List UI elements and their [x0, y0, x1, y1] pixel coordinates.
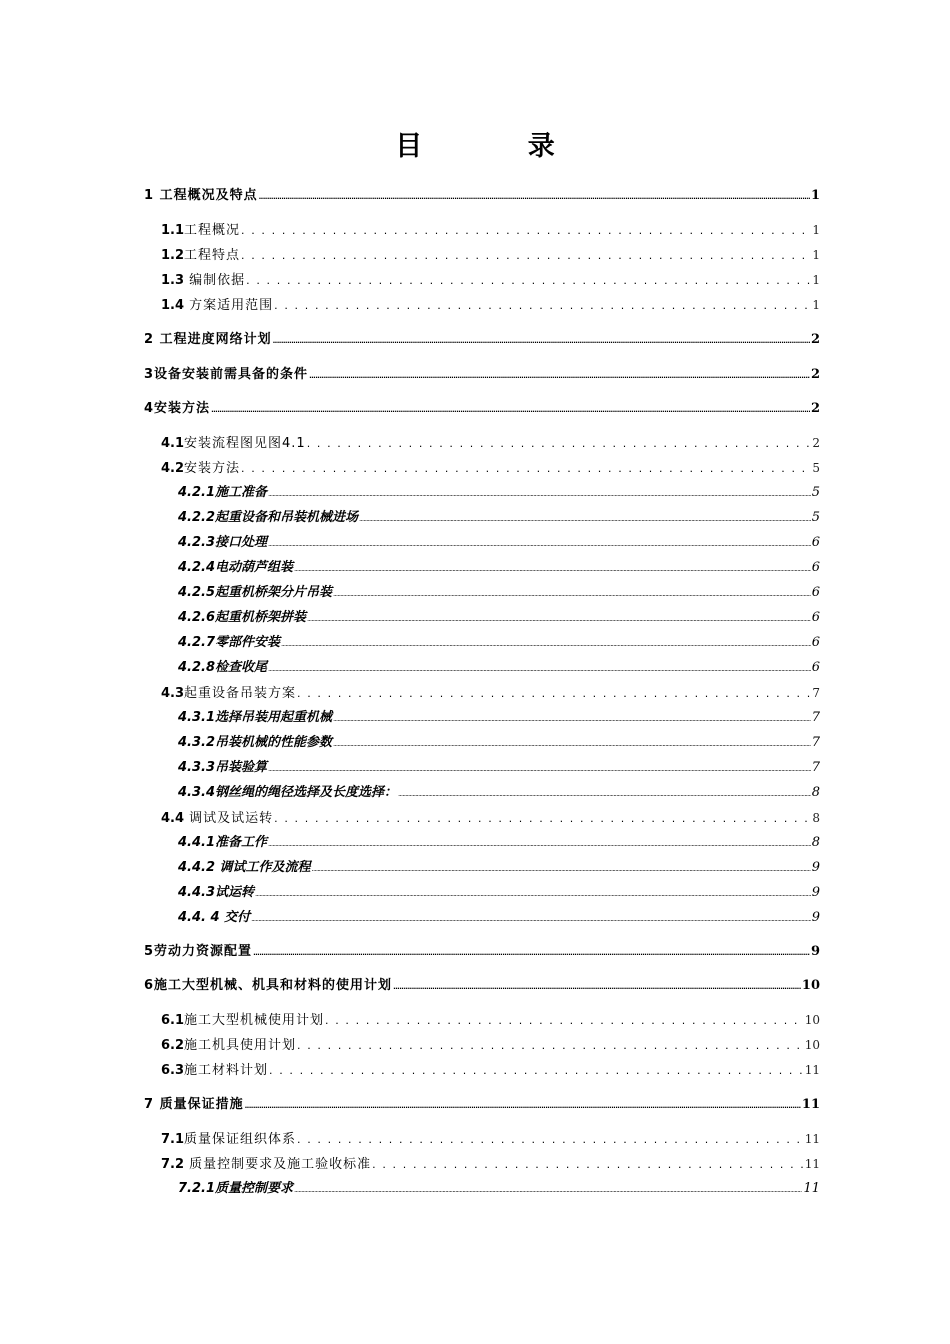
- toc-page-number: 1: [812, 223, 820, 237]
- toc-dot-leader: [268, 835, 811, 853]
- toc-page-number: 7: [811, 760, 820, 775]
- toc-page-number: 5: [811, 510, 820, 525]
- toc-entry-text: 安装方法: [154, 401, 211, 416]
- toc-entry-label: [161, 222, 240, 240]
- toc-entry-label: [161, 297, 273, 315]
- toc-dot-leader: [294, 1181, 802, 1199]
- toc-dot-leader: [268, 660, 811, 678]
- toc-page-number: 1: [810, 188, 820, 203]
- toc-page-number: 1: [812, 298, 820, 312]
- toc-dot-leader: [297, 1131, 804, 1149]
- toc-dot-leader: [333, 585, 811, 603]
- toc-page-number: 2: [810, 332, 820, 347]
- toc-dot-leader: [241, 460, 811, 478]
- toc-entry-label: [178, 659, 267, 677]
- toc-page-number: 9: [811, 885, 820, 900]
- toc-entry-level2[interactable]: [161, 1155, 820, 1173]
- toc-entry-level3[interactable]: [178, 534, 820, 552]
- toc-entry-number: 7.2: [161, 1157, 185, 1172]
- toc-entry-label: [144, 331, 272, 349]
- toc-entry-number: 2: [144, 332, 155, 347]
- toc-entry-text: 吊装验算: [215, 760, 268, 775]
- toc-entry-level3[interactable]: [178, 609, 820, 627]
- toc-page-number: 5: [812, 461, 820, 475]
- toc-page-number: 2: [810, 401, 820, 416]
- toc-entry-label: [178, 734, 332, 752]
- toc-entry-level1[interactable]: [144, 366, 820, 384]
- toc-entry-text: 质量保证措施: [154, 1097, 244, 1112]
- toc-page-number: 9: [811, 860, 820, 875]
- toc-entry-label: [144, 1096, 244, 1114]
- toc-entry-label: [178, 559, 293, 577]
- toc-entry-text: 施工机具使用计划: [184, 1038, 297, 1053]
- toc-entry-number: 4.3: [161, 686, 185, 701]
- toc-entry-label: [161, 685, 296, 703]
- toc-entry-text: 工程概况及特点: [154, 188, 258, 203]
- toc-entry-label: [144, 187, 258, 205]
- toc-dot-leader: [312, 860, 811, 878]
- toc-page-number: 1: [812, 273, 820, 287]
- toc-dot-leader: [273, 332, 810, 350]
- toc-entry-text: 工程概况: [184, 223, 241, 238]
- toc-entry-text: 劳动力资源配置: [154, 944, 253, 959]
- toc-page-number: 11: [803, 1181, 820, 1196]
- toc-entry-number: 4.2.1: [178, 485, 216, 500]
- toc-page-number: 8: [811, 785, 820, 800]
- toc-page-number: 9: [811, 910, 820, 925]
- toc-entry-level2[interactable]: [161, 809, 820, 827]
- toc-dot-leader: [297, 1037, 804, 1055]
- toc-entry-text: 接口处理: [215, 535, 268, 550]
- toc-entry-number: 4.2.8: [178, 660, 216, 675]
- toc-entry-label: [178, 859, 311, 877]
- toc-entry-number: 4.3.1: [178, 710, 216, 725]
- toc-dot-leader: [398, 785, 811, 803]
- toc-entry-label: [161, 247, 240, 265]
- toc-entry-number: 4.4.1: [178, 835, 216, 850]
- toc-entry-level2[interactable]: [161, 1036, 820, 1054]
- toc-entry-text: 质量控制要求: [215, 1181, 294, 1196]
- toc-dot-leader: [393, 978, 801, 996]
- toc-dot-leader: [372, 1156, 804, 1174]
- toc-dot-leader: [325, 1012, 804, 1030]
- toc-entry-level1[interactable]: [144, 400, 820, 418]
- toc-entry-label: [144, 943, 252, 961]
- toc-entry-level3[interactable]: [178, 509, 820, 527]
- toc-entry-level2[interactable]: [161, 1061, 820, 1079]
- toc-entry-level3[interactable]: [178, 909, 820, 927]
- toc-entry-label: [178, 759, 267, 777]
- toc-page-number: 10: [804, 1038, 820, 1052]
- toc-entry-level3[interactable]: [178, 734, 820, 752]
- toc-entry-text: 安装流程图见图4.1: [184, 436, 306, 451]
- toc-dot-leader: [307, 610, 811, 628]
- toc-dot-leader: [281, 635, 811, 653]
- toc-entry-number: 7: [144, 1097, 155, 1112]
- toc-dot-leader: [251, 910, 811, 928]
- toc-entry-number: 1.1: [161, 223, 185, 238]
- toc-entry-level3[interactable]: [178, 584, 820, 602]
- toc-entry-number: 4.2.6: [178, 610, 216, 625]
- toc-entry-number: 4.2.2: [178, 510, 216, 525]
- toc-entry-text: 设备安装前需具备的条件: [154, 367, 309, 382]
- toc-entry-level2[interactable]: [161, 246, 820, 264]
- toc-entry-label: [178, 634, 280, 652]
- toc-dot-leader: [294, 560, 811, 578]
- toc-entry-level3[interactable]: [178, 484, 820, 502]
- toc-entry-label: [161, 1131, 296, 1149]
- toc-entry-number: 4.4.2: [178, 860, 216, 875]
- toc-page-number: 6: [811, 660, 820, 675]
- toc-entry-text: 工程进度网络计划: [154, 332, 272, 347]
- toc-entry-level2[interactable]: [161, 684, 820, 702]
- toc-entry-label: [161, 272, 245, 290]
- toc-entry-text: 工程特点: [184, 248, 241, 263]
- toc-dot-leader: [253, 944, 810, 962]
- toc-page-number: 7: [811, 710, 820, 725]
- toc-entry-level2[interactable]: [161, 296, 820, 314]
- toc-page-number: 6: [811, 560, 820, 575]
- toc-entry-label: [178, 709, 332, 727]
- toc-entry-level1[interactable]: [144, 187, 820, 205]
- toc-entry-label: [161, 1037, 296, 1055]
- toc-entry-number: 4.2.5: [178, 585, 216, 600]
- toc-entry-label: [144, 366, 308, 384]
- toc-entry-text: 方案适用范围: [184, 298, 274, 313]
- toc-entry-label: [161, 810, 273, 828]
- toc-page-number: 9: [810, 944, 820, 959]
- toc-entry-label: [178, 509, 358, 527]
- toc-dot-leader: [333, 735, 811, 753]
- toc-dot-leader: [241, 222, 811, 240]
- toc-entry-level1[interactable]: [144, 331, 820, 349]
- toc-entry-level2[interactable]: [161, 1130, 820, 1148]
- toc-title: 目 录: [395, 131, 603, 162]
- toc-dot-leader: [211, 401, 810, 419]
- toc-entry-label: [178, 534, 267, 552]
- toc-dot-leader: [269, 1062, 804, 1080]
- toc-page-number: 11: [801, 1097, 820, 1112]
- toc-entry-level2[interactable]: [161, 271, 820, 289]
- toc-dot-leader: [274, 297, 811, 315]
- toc-dot-leader: [268, 535, 811, 553]
- toc-entry-level3[interactable]: [178, 634, 820, 652]
- toc-entry-number: 7.1: [161, 1132, 185, 1147]
- toc-entry-text: 选择吊装用起重机械: [215, 710, 333, 725]
- toc-entry-label: [161, 435, 306, 453]
- toc-entry-level3[interactable]: [178, 659, 820, 677]
- toc-entry-text: 起重机桥架分片吊装: [215, 585, 333, 600]
- toc-entry-text: 施工大型机械使用计划: [184, 1013, 325, 1028]
- toc-dot-leader: [255, 885, 811, 903]
- toc-page-number: 11: [804, 1132, 820, 1146]
- toc-entry-level1[interactable]: [144, 1096, 820, 1114]
- toc-entry-number: 6.1: [161, 1013, 185, 1028]
- toc-entry-label: [161, 1156, 371, 1174]
- toc-entry-number: 4.2: [161, 461, 185, 476]
- toc-entry-number: 1.4: [161, 298, 185, 313]
- toc-entry-level3[interactable]: [178, 1180, 820, 1198]
- toc-entry-level2[interactable]: [161, 1011, 820, 1029]
- toc-page-number: 10: [801, 978, 820, 993]
- toc-entry-number: 6.2: [161, 1038, 185, 1053]
- toc-entry-level3[interactable]: [178, 709, 820, 727]
- toc-entry-text: 检查收尾: [215, 660, 268, 675]
- toc-page-number: 10: [804, 1013, 820, 1027]
- toc-entry-text: 试运转: [215, 885, 255, 900]
- toc-page-number: 7: [812, 686, 820, 700]
- toc-entry-text: 施工材料计划: [184, 1063, 269, 1078]
- toc-entry-number: 1: [144, 188, 155, 203]
- toc-entry-text: 编制依据: [184, 273, 246, 288]
- toc-entry-number: 4.4: [161, 811, 185, 826]
- toc-entry-level3[interactable]: [178, 559, 820, 577]
- toc-entry-text: 施工大型机械、机具和材料的使用计划: [154, 978, 393, 993]
- toc-entry-label: [178, 1180, 293, 1198]
- toc-dot-leader: [245, 1097, 801, 1115]
- toc-entry-number: 6.3: [161, 1063, 185, 1078]
- toc-page-number: 6: [811, 585, 820, 600]
- toc-entry-number: 4.2.7: [178, 635, 216, 650]
- toc-entry-number: 3: [144, 367, 155, 382]
- toc-entry-number: 7.2.1: [178, 1181, 216, 1196]
- toc-entry-level2[interactable]: [161, 221, 820, 239]
- toc-entry-number: 4.3.3: [178, 760, 216, 775]
- toc-entry-label: [144, 977, 392, 995]
- toc-entry-label: [178, 884, 254, 902]
- toc-entry-text: 质量保证组织体系: [184, 1132, 297, 1147]
- toc-entry-number: 4: [144, 401, 155, 416]
- toc-entry-label: [178, 909, 250, 927]
- toc-page-number: 6: [811, 635, 820, 650]
- toc-dot-leader: [307, 435, 812, 453]
- toc-entry-label: [144, 400, 210, 418]
- toc-entry-label: [161, 1012, 324, 1030]
- toc-entry-label: [161, 460, 240, 478]
- toc-entry-label: [161, 1062, 268, 1080]
- toc-entry-text: 调试工作及流程: [215, 860, 311, 875]
- toc-entry-number: 4.4.3: [178, 885, 216, 900]
- toc-entry-text: 质量控制要求及施工验收标准: [184, 1157, 372, 1172]
- toc-dot-leader: [333, 710, 811, 728]
- toc-entry-label: [178, 484, 267, 502]
- toc-dot-leader: [241, 247, 811, 265]
- toc-entry-number: 4.3.4: [178, 785, 216, 800]
- toc-page-number: 2: [810, 367, 820, 382]
- toc-entry-text: 起重设备吊装方案: [184, 686, 297, 701]
- toc-dot-leader: [246, 272, 811, 290]
- toc-entry-level2[interactable]: [161, 434, 820, 452]
- toc-page-number: 8: [812, 811, 820, 825]
- toc-entry-text: 起重设备和吊装机械进场: [215, 510, 359, 525]
- toc-page-number: 5: [811, 485, 820, 500]
- toc-entry-level3[interactable]: [178, 784, 820, 802]
- toc-entry-label: [178, 584, 332, 602]
- toc-entry-text: 交付: [219, 910, 251, 925]
- toc-entry-text: 钢丝绳的绳径选择及长度选择：: [215, 785, 398, 800]
- toc-page-number: 2: [812, 436, 820, 450]
- toc-entry-number: 4.2.4: [178, 560, 216, 575]
- toc-dot-leader: [359, 510, 811, 528]
- toc-entry-number: 5: [144, 944, 155, 959]
- toc-entry-level3[interactable]: [178, 859, 820, 877]
- toc-entry-number: 6: [144, 978, 155, 993]
- toc-entry-number: 4.2.3: [178, 535, 216, 550]
- toc-entry-text: 施工准备: [215, 485, 268, 500]
- toc-entry-level3[interactable]: [178, 884, 820, 902]
- toc-entry-number: 1.2: [161, 248, 185, 263]
- toc-entry-number: 4.4. 4: [178, 910, 220, 925]
- toc-entry-level3[interactable]: [178, 834, 820, 852]
- toc-entry-level2[interactable]: [161, 459, 820, 477]
- toc-dot-leader: [309, 367, 810, 385]
- toc-entry-text: 安装方法: [184, 461, 241, 476]
- toc-dot-leader: [268, 485, 811, 503]
- toc-entry-text: 电动葫芦组装: [215, 560, 294, 575]
- toc-entry-text: 吊装机械的性能参数: [215, 735, 333, 750]
- toc-entry-text: 零部件安装: [215, 635, 281, 650]
- toc-page-number: 8: [811, 835, 820, 850]
- toc-page-number: 11: [804, 1063, 820, 1077]
- toc-entry-level1[interactable]: [144, 943, 820, 961]
- toc-entry-label: [178, 834, 267, 852]
- toc-dot-leader: [274, 810, 811, 828]
- toc-entry-level1[interactable]: [144, 977, 820, 995]
- toc-page-number: 1: [812, 248, 820, 262]
- toc-entry-number: 4.3.2: [178, 735, 216, 750]
- toc-entry-text: 准备工作: [215, 835, 268, 850]
- toc-dot-leader: [297, 685, 811, 703]
- toc-dot-leader: [268, 760, 811, 778]
- toc-page-number: 11: [804, 1157, 820, 1171]
- toc-entry-level3[interactable]: [178, 759, 820, 777]
- toc-dot-leader: [259, 188, 810, 206]
- toc-entry-label: [178, 609, 306, 627]
- toc-page-number: 7: [811, 735, 820, 750]
- toc-entry-text: 起重机桥架拼装: [215, 610, 307, 625]
- toc-entry-text: 调试及试运转: [184, 811, 274, 826]
- toc-entry-number: 1.3: [161, 273, 185, 288]
- toc-page-number: 6: [811, 610, 820, 625]
- toc-entry-label: [178, 784, 397, 802]
- toc-page-number: 6: [811, 535, 820, 550]
- toc-entry-number: 4.1: [161, 436, 185, 451]
